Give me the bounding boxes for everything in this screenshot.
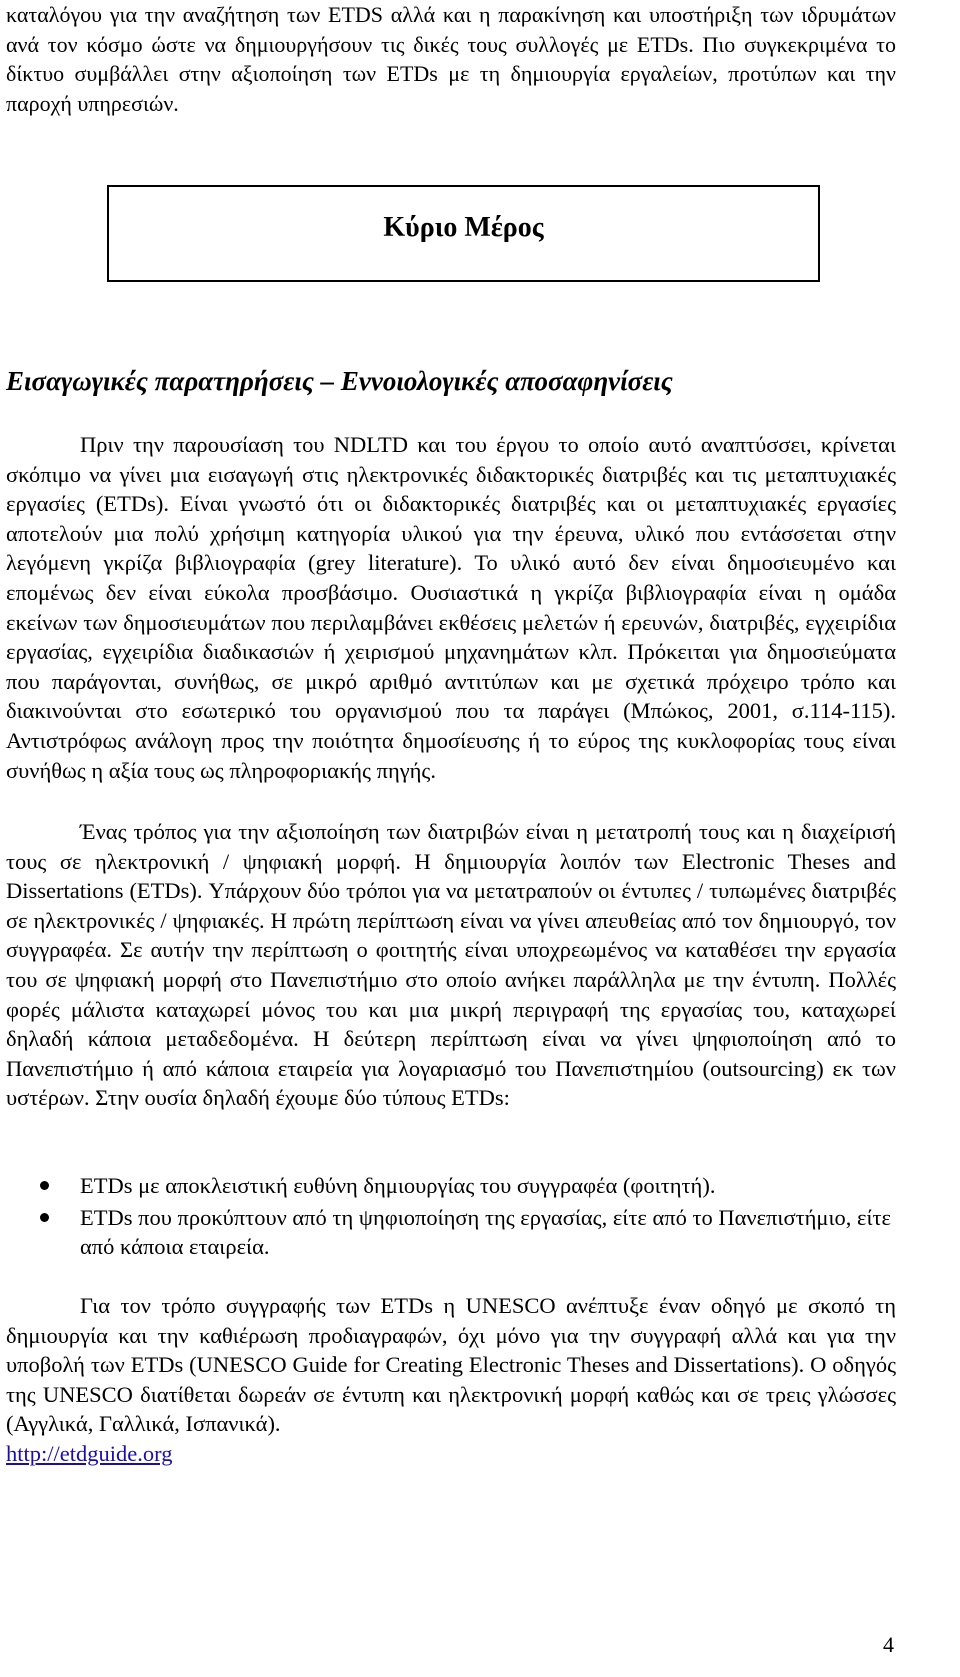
- paragraph-3: [6, 1291, 896, 1469]
- page-number: 4: [883, 1632, 894, 1657]
- etdguide-link[interactable]: http://etdguide.org: [6, 1440, 173, 1466]
- etd-types-list: [0, 1171, 900, 1262]
- bullet-icon: [40, 1181, 49, 1190]
- list-item: [0, 1203, 900, 1262]
- list-item: [0, 1171, 900, 1201]
- main-section-box: [107, 185, 820, 282]
- bullet-icon: [40, 1213, 49, 1222]
- paragraph-1: Πριν την παρουσίαση του NDLTD και του έργου το οποίο αυτό αναπτύσσει, κρίνεται σκόπιμο να γίνει μια εισαγωγή στις ηλεκτρονικές διδακτορικές διατριβές και τις μεταπτυχιακές εργασίες (ETDs). Είναι γνωστό ότι οι διδακτορικές διατριβές και οι μεταπτυχιακές εργασίες αποτελούν μια πολύ χρήσιμη κατηγορία υλικού για την έρευνα, υλικό που εντάσσεται στην λεγόμενη γκρίζα βιβλιογραφία (grey literature). Το υλικό αυτό δεν είναι δημοσιευμένο και επομένως δεν είναι εύκολα προσβάσιμο. Ουσιαστικά η γκρίζα βιβλιογραφία είναι η ομάδα εκείνων των δημοσιευμάτων που περιλαμβάνει εκθέσεις μελετών ή ερευνών, διατριβές, εγχειρίδια εργασίας, εγχειρίδια διαδικασιών ή χειρισμού μηχανημάτων κλπ. Πρόκειται για δημοσιεύματα που παράγονται, συνήθως, σε μικρό αριθμό αντιτύπων και με σχετικά πρόχειρο τρόπο και διακινούνται στο εσωτερικό του οργανισμού που τα παράγει (Μπώκος, 2001, σ.114-115). Αντιστρόφως ανάλογη προς την ποιότητα δημοσίευσης ή το εύρος της κυκλοφορίας τους είναι συνήθως η αξία τους ως πληροφοριακής πηγής.: [6, 432, 896, 783]
- intro-paragraph: καταλόγου για την αναζήτηση των ETDS αλλά και η παρακίνηση και υποστήριξη των ιδρυμάτων ανά τον κόσμο ώστε να δημιουργήσουν τις δικές τους συλλογές με ETDs. Πιο συγκεκριμένα το δίκτυο συμβάλλει στην αξιοποίηση των ETDs με τη δημιουργία εργαλείων, προτύπων και την παροχή υπηρεσιών.: [6, 2, 896, 116]
- section-heading: Εισαγωγικές παρατηρήσεις – Εννοιολογικές αποσαφηνίσεις: [6, 366, 673, 396]
- list-item-text: ETDs με αποκλειστική ευθύνη δημιουργίας του συγγραφέα (φοιτητή).: [80, 1173, 716, 1198]
- paragraph-3-text: Για τον τρόπο συγγραφής των ETDs η UNESCO ανέπτυξε έναν οδηγό με σκοπό τη δημιουργία και την καθιέρωση προδιαγραφών, όχι μόνο για την συγγραφή αλλά και για την υποβολή των ETDs (UNESCO Guide for Creating Electronic Theses and Dissertations). Ο οδηγός της UNESCO διατίθεται δωρεάν σε έντυπη και ηλεκτρονική μορφή καθώς και σε τρεις γλώσσες (Αγγλικά, Γαλλικά, Ισπανικά).: [6, 1293, 896, 1437]
- paragraph-2: Ένας τρόπος για την αξιοποίηση των διατριβών είναι η μετατροπή τους και η διαχείρισή τους σε ηλεκτρονική / ψηφιακή μορφή. Η δημιουργία λοιπόν των Electronic Theses and Dissertations (ETDs). Υπάρχουν δύο τρόποι για να μετατραπούν οι έντυπες / τυπωμένες διατριβές σε ηλεκτρονικές / ψηφιακές. Η πρώτη περίπτωση είναι να γίνει απευθείας από τον δημιουργό, τον συγγραφέα. Σε αυτήν την περίπτωση ο φοιτητής είναι υποχρεωμένος να καταθέσει την εργασία του σε ψηφιακή μορφή στο Πανεπιστήμιο στο οποίο ανήκει παράλληλα με την έντυπη. Πολλές φορές μάλιστα καταχωρεί μόνος του και μια μικρή περιγραφή της εργασίας του, καταχωρεί δηλαδή κάποια μεταδεδομένα. Η δεύτερη περίπτωση είναι να γίνει ψηφιοποίηση από το Πανεπιστήμιο ή από κάποια εταιρεία για λογαριασμό του Πανεπιστημίου (outsourcing) εκ των υστέρων. Στην ουσία δηλαδή έχουμε δύο τύπους ETDs:: [6, 819, 896, 1111]
- list-item-text: ETDs που προκύπτουν από τη ψηφιοποίηση της εργασίας, είτε από το Πανεπιστήμιο, είτε από κάποια εταιρεία.: [80, 1204, 891, 1260]
- main-section-title: Κύριο Μέρος: [383, 212, 544, 243]
